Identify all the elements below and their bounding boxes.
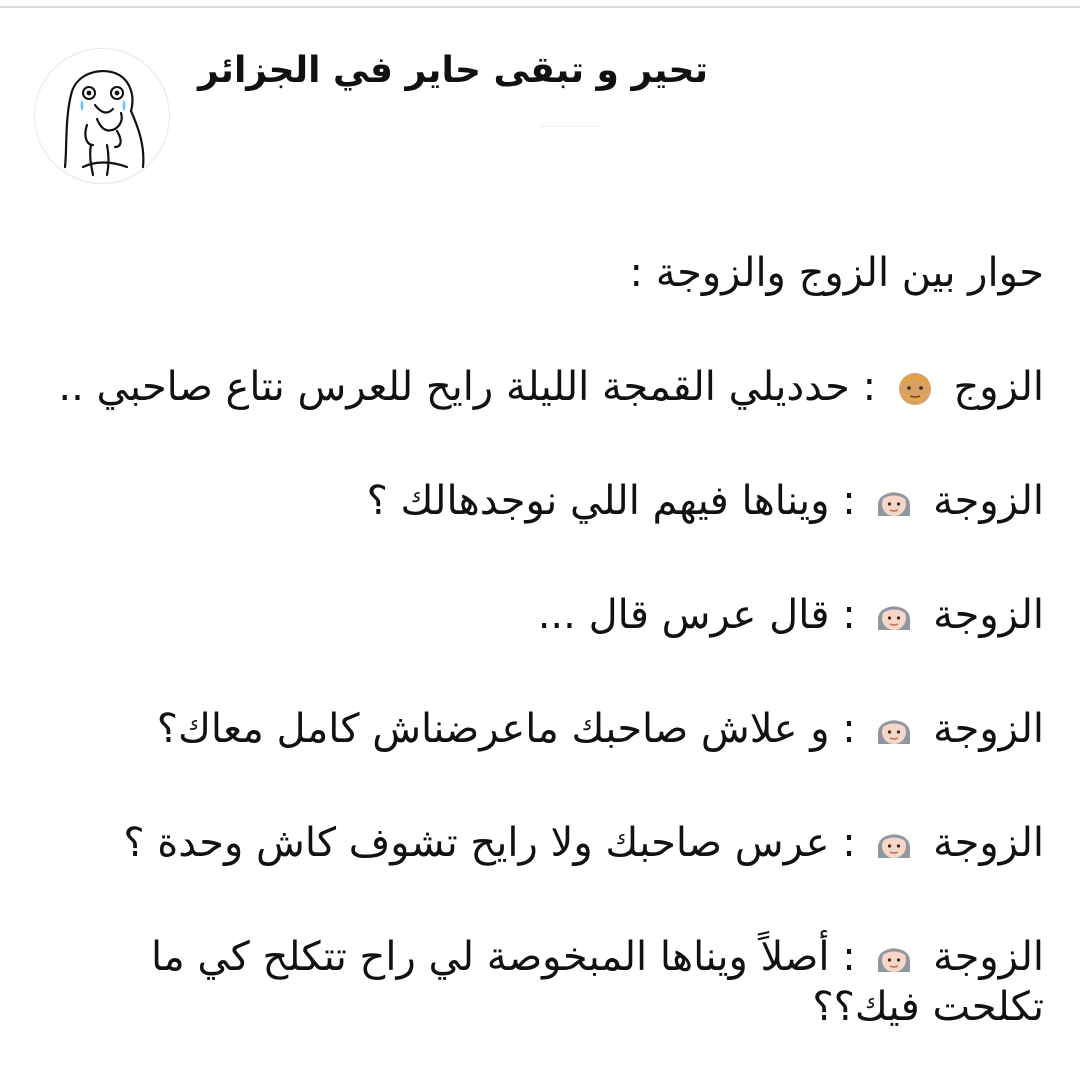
page-title[interactable]: تحير و تبقى حاير في الجزائر xyxy=(198,50,708,91)
dialogue-line xyxy=(36,362,1044,426)
post-intro: حوار بين الزوج والزوجة : xyxy=(629,250,1044,296)
woman-emoji-icon xyxy=(874,596,914,636)
speaker-label: الزوجة xyxy=(933,706,1044,752)
dialogue-text: : و علاش صاحبك ماعرضناش كامل معاك؟ xyxy=(156,706,856,752)
dialogue-text: : ويناها فيهم اللي نوجدهالك ؟ xyxy=(366,478,856,524)
speaker-label: الزوجة xyxy=(933,934,1044,980)
speaker-label: الزوجة xyxy=(933,820,1044,866)
dialogue-line xyxy=(36,818,1044,882)
woman-emoji-icon xyxy=(874,824,914,864)
dialogue-text: : حدديلي القمجة الليلة رايح للعرس نتاع صاحبي .. xyxy=(58,364,877,410)
speaker-label: الزوجة xyxy=(933,592,1044,638)
dialogue-text: : عرس صاحبك ولا رايح تشوف كاش وحدة ؟ xyxy=(123,820,856,866)
dialogue-line xyxy=(36,476,1044,540)
man-emoji-icon xyxy=(895,368,935,408)
crying-meme-face-icon xyxy=(35,49,169,183)
post-body xyxy=(36,248,1044,1032)
dialogue-line xyxy=(36,590,1044,654)
header-divider xyxy=(540,126,600,127)
speaker-label: الزوج xyxy=(953,364,1044,410)
woman-emoji-icon xyxy=(874,938,914,978)
top-divider xyxy=(0,6,1080,8)
page-avatar[interactable] xyxy=(34,48,170,184)
speaker-label: الزوجة xyxy=(933,478,1044,524)
woman-emoji-icon xyxy=(874,710,914,750)
dialogue-line xyxy=(36,704,1044,768)
dialogue-text: : أصلاً ويناها المبخوصة لي راح تتكلح كي ما تكلحت فيك؟؟ xyxy=(151,934,1044,1030)
woman-emoji-icon xyxy=(874,482,914,522)
dialogue-text: : قال عرس قال ... xyxy=(537,592,856,638)
dialogue-line xyxy=(36,932,1044,1032)
